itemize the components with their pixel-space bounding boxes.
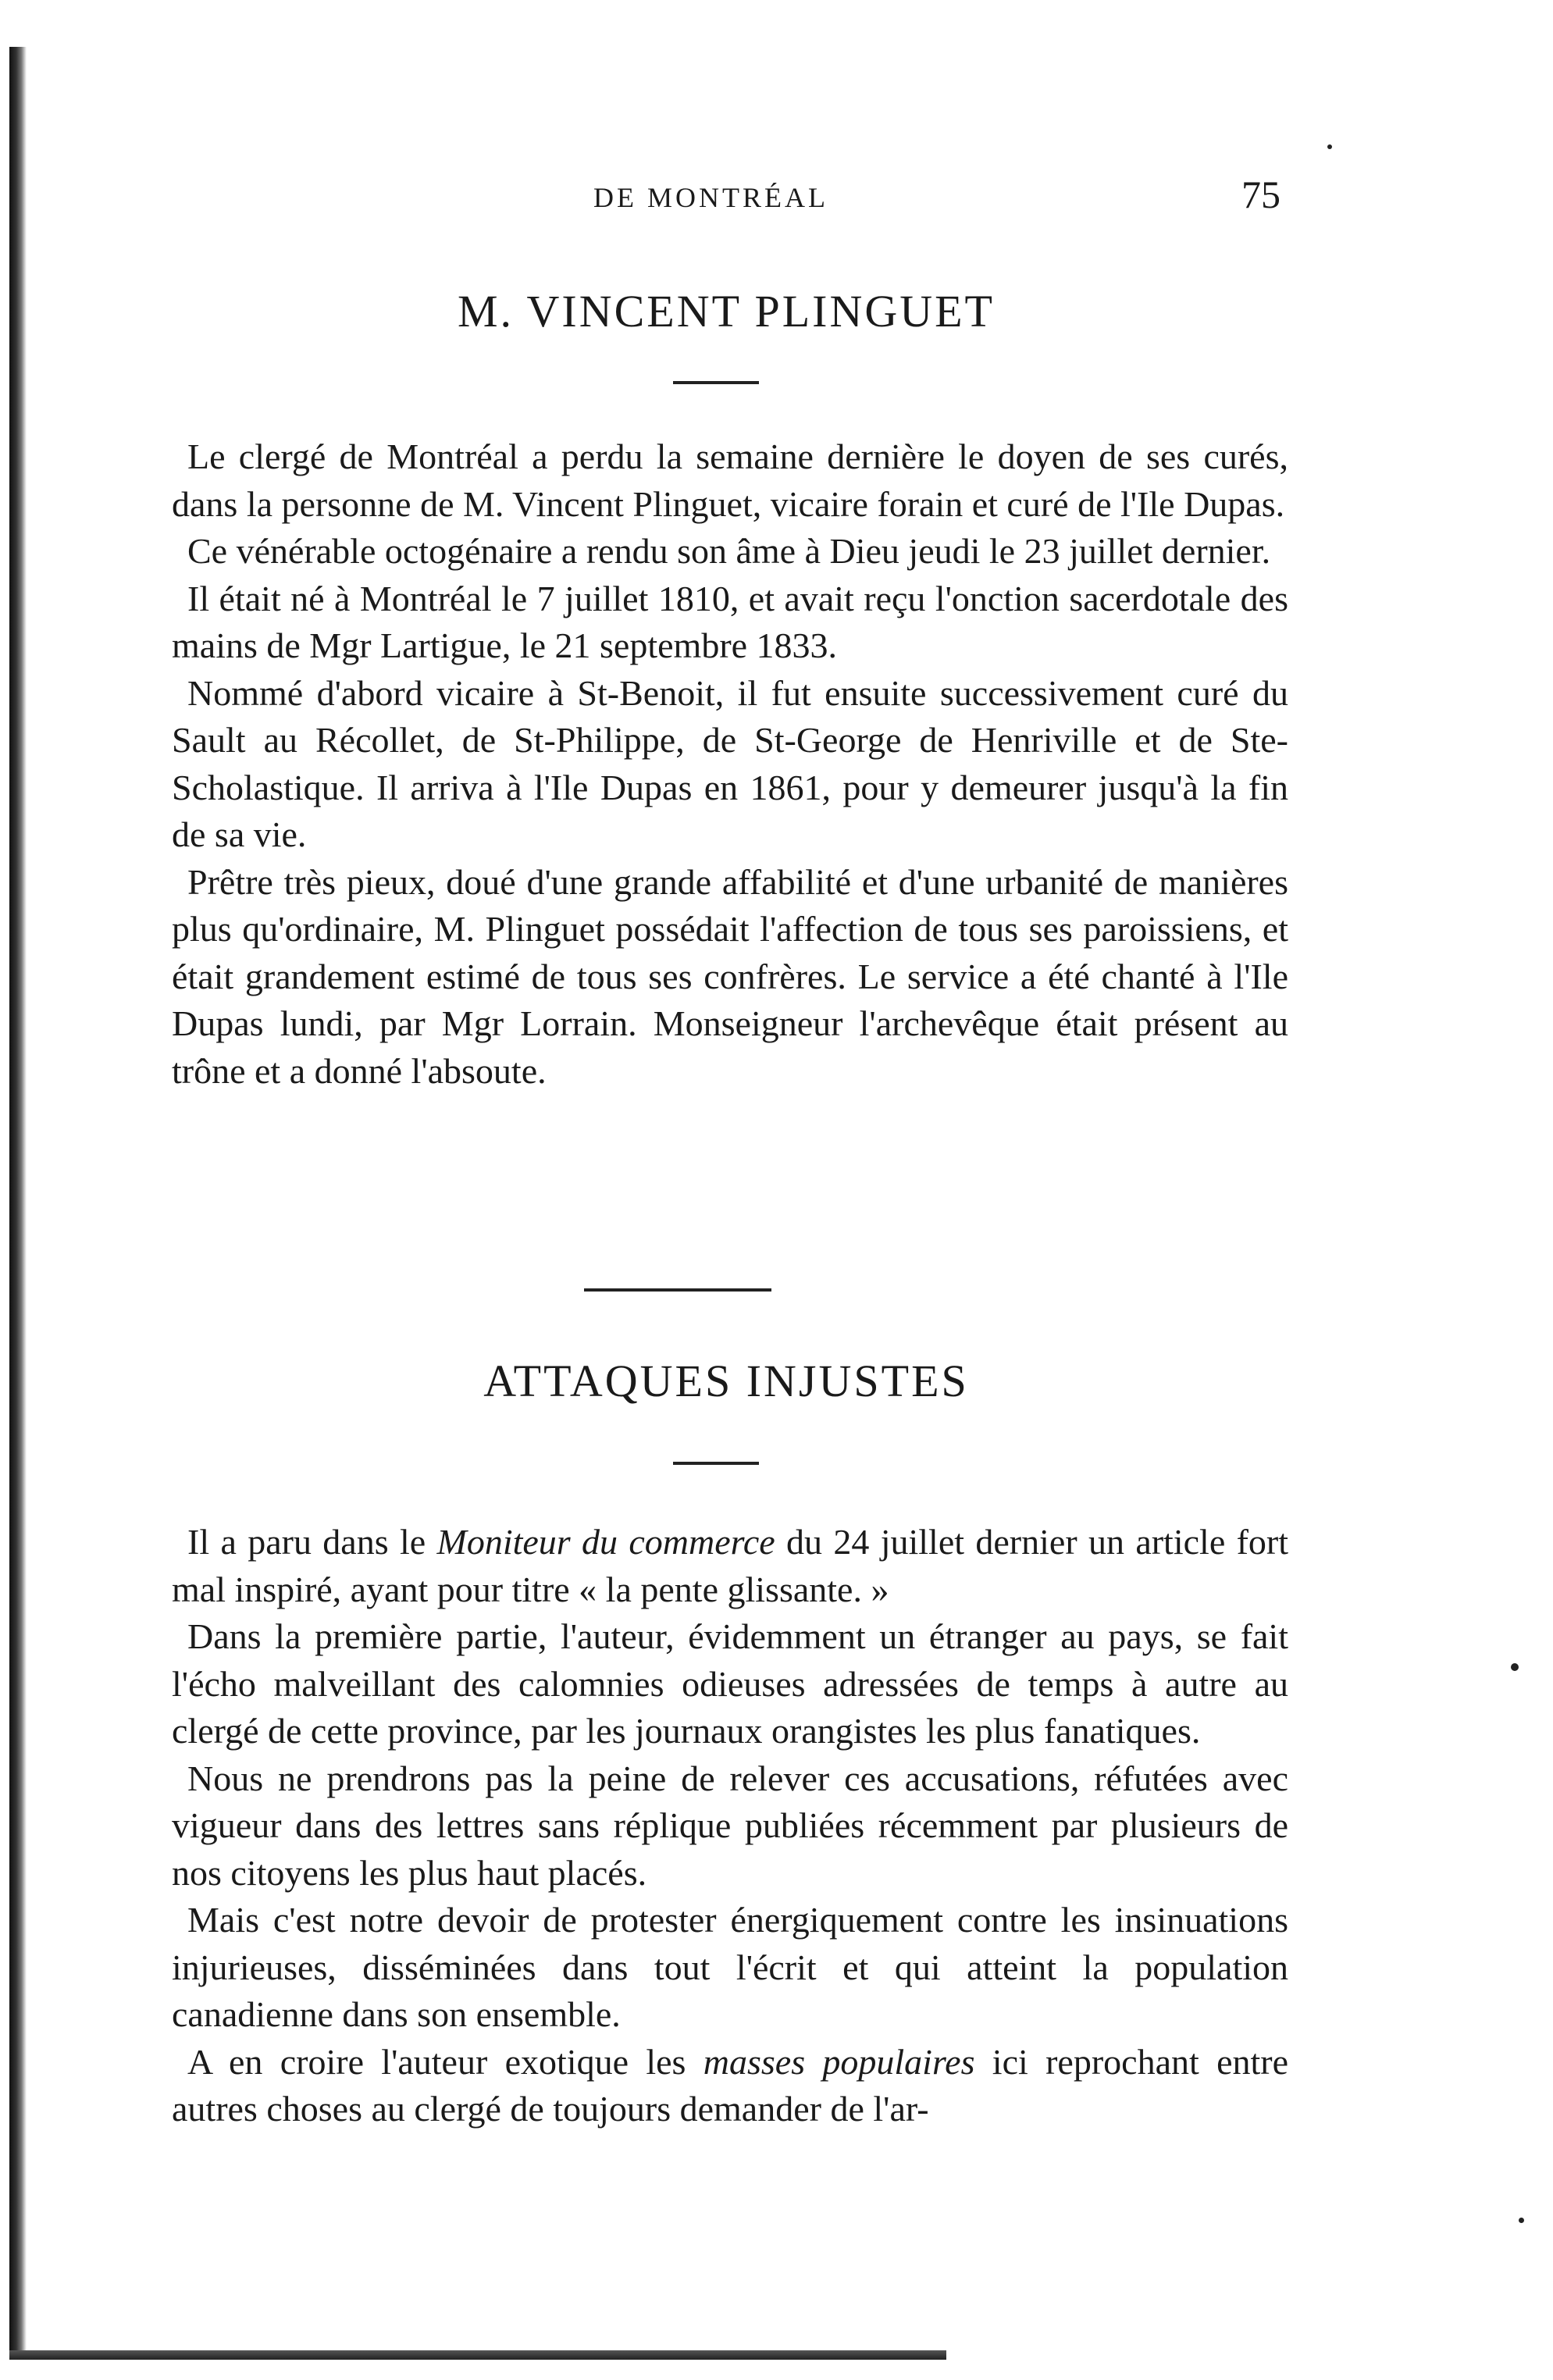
paragraph: Il était né à Montréal le 7 juillet 1810, et avait reçu l'onction sacerdotale des mains de Mgr Lartigue, le 21 septembre 1833. (172, 578, 1288, 665)
emphasis-text: masses populaires (703, 2041, 975, 2082)
paragraph: Dans la première partie, l'auteur, évidemment un étranger au pays, se fait l'écho malveillant des calomnies odieuses adressées de temps à autre au clergé de cette province, par les journaux orangistes les plus fanatiques. (172, 1616, 1288, 1751)
paragraph: Mais c'est notre devoir de protester énergiquement contre les insinuations injurieuses, disséminées dans tout l'écrit et qui atteint la population canadienne dans son ensemble. (172, 1900, 1288, 2034)
running-head: DE MONTRÉAL (593, 182, 828, 213)
journal-title: Moniteur du commerce (436, 1522, 775, 1562)
print-speck (1519, 2218, 1524, 2223)
article-title-plinguet: M. VINCENT PLINGUET (457, 286, 995, 337)
print-speck (1327, 144, 1332, 149)
title-rule (673, 1462, 759, 1465)
page-number: 75 (1241, 173, 1281, 216)
paragraph-text: Il a paru dans le (187, 1522, 437, 1562)
paragraph: Le clergé de Montréal a perdu la semaine dernière le doyen de ses curés, dans la personne de M. Vincent Plinguet, vicaire forain et curé de l'Ile Dupas. (172, 436, 1288, 524)
article-title-attaques: ATTAQUES INJUSTES (483, 1356, 969, 1406)
page-bottom-edge (9, 2350, 946, 2360)
paragraph: Prêtre très pieux, doué d'une grande affabilité et d'une urbanité de manières plus qu'ordinaire, M. Plinguet possédait l'affection de tous ses paroissiens, et était grandement estimé de tous ses confrères. Le service a été chanté à l'Ile Dupas lundi, par Mgr Lorrain. Monseigneur l'archevêque était présent au trône et a donné l'absoute. (172, 861, 1288, 1091)
title-rule (673, 381, 759, 384)
article-body-plinguet (172, 433, 1288, 1095)
paragraph-text: ici reprochant entre autres choses au clergé de toujours demander de l'ar- (172, 2041, 1289, 2129)
page-binding-edge (9, 47, 27, 2358)
paragraph-text: A en croire l'auteur exotique les (187, 2041, 703, 2082)
paragraph: Nommé d'abord vicaire à St-Benoit, il fut ensuite successivement curé du Sault au Récollet, de St-Philippe, de St-George de Henriville et de Ste-Scholastique. Il arriva à l'Ile Dupas en 1861, pour y demeurer jusqu'à la fin de sa vie. (172, 672, 1288, 854)
paragraph: Nous ne prendrons pas la peine de relever ces accusations, réfutées avec vigueur dans des lettres sans réplique publiées récemment par plusieurs de nos citoyens les plus haut placés. (172, 1758, 1288, 1893)
paragraph-text: du 24 juillet dernier un article fort mal inspiré, ayant pour titre « la pente glissante. » (172, 1522, 1288, 1609)
paragraph (172, 2039, 1288, 2133)
print-speck (1511, 1663, 1519, 1671)
paragraph: Ce vénérable octogénaire a rendu son âme à Dieu jeudi le 23 juillet dernier. (187, 531, 1271, 571)
article-body-attaques (172, 1519, 1288, 2133)
section-separator-rule (584, 1288, 771, 1292)
paragraph (172, 1519, 1288, 1613)
